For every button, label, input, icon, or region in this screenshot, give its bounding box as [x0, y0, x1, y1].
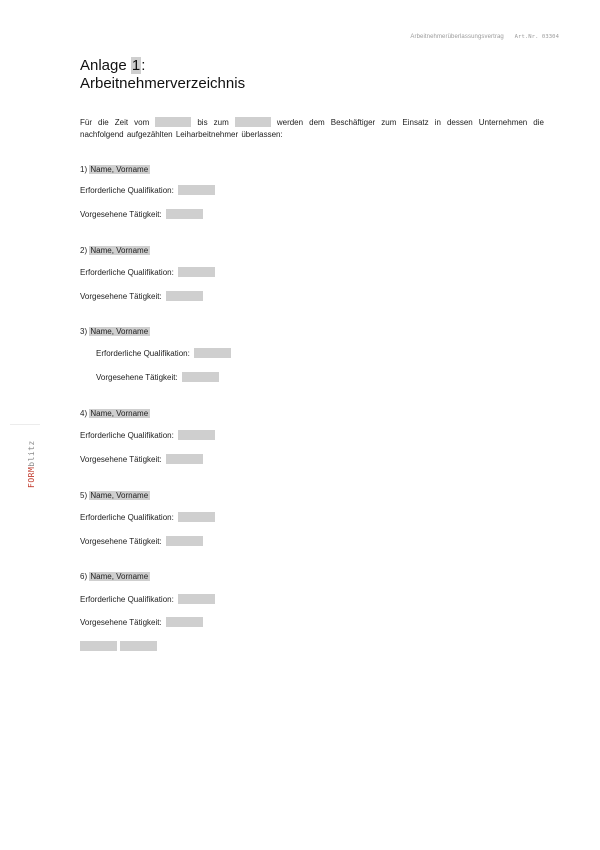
activity-row — [96, 372, 219, 384]
activity-field[interactable] — [166, 536, 203, 546]
header-art-nr: Art.Nr. 03304 — [514, 34, 559, 40]
qualification-field[interactable] — [178, 430, 215, 440]
employee-name-field[interactable]: Name, Vorname — [90, 572, 149, 581]
qualification-row — [80, 594, 215, 606]
employee-name-row — [80, 571, 150, 583]
activity-field[interactable] — [166, 291, 203, 301]
qualification-field[interactable] — [178, 267, 215, 277]
activity-row — [80, 209, 203, 221]
qualification-field[interactable] — [178, 512, 215, 522]
employee-name-field[interactable]: Name, Vorname — [90, 409, 149, 418]
qualification-field[interactable] — [194, 348, 231, 358]
activity-label: Vorgesehene Tätigkeit: — [80, 210, 162, 219]
logo-part-form: FORM — [27, 466, 36, 488]
employee-name-field[interactable]: Name, Vorname — [90, 327, 149, 336]
activity-label: Vorgesehene Tätigkeit: — [80, 618, 162, 627]
activity-row — [80, 454, 203, 466]
activity-row — [80, 291, 203, 303]
logo-part-blitz: blitz — [27, 440, 36, 467]
employee-name-row — [80, 326, 150, 338]
activity-row — [80, 617, 203, 629]
activity-field[interactable] — [166, 617, 203, 627]
qualification-field[interactable] — [178, 594, 215, 604]
qualification-label: Erforderliche Qualifikation: — [80, 186, 174, 195]
header-doc-title: Arbeitnehmerüberlassungsvertrag — [410, 34, 504, 40]
title-subtitle: Arbeitnehmerverzeichnis — [80, 75, 246, 92]
entry-number: 1) — [80, 165, 88, 174]
employee-name-row — [80, 245, 150, 257]
activity-label: Vorgesehene Tätigkeit: — [80, 455, 162, 464]
qualification-label: Erforderliche Qualifikation: — [80, 268, 174, 277]
employee-name-row — [80, 164, 150, 176]
intro-paragraph — [80, 117, 544, 141]
title-colon: : — [141, 57, 146, 74]
page-header — [410, 34, 559, 40]
activity-label: Vorgesehene Tätigkeit: — [80, 292, 162, 301]
entry-number: 6) — [80, 572, 88, 581]
brand-divider — [10, 424, 40, 425]
intro-text-end: werden dem Beschäftiger zum Einsatz in dessen Unternehmen die nachfolgend aufgezählten Leiharbeitnehmer überlassen: — [80, 118, 544, 139]
qualification-label: Erforderliche Qualifikation: — [80, 595, 174, 604]
qualification-field[interactable] — [178, 185, 215, 195]
intro-text-mid: bis zum — [197, 118, 229, 127]
activity-field[interactable] — [166, 209, 203, 219]
employee-name-field[interactable]: Name, Vorname — [90, 165, 149, 174]
employee-name-field[interactable]: Name, Vorname — [90, 246, 149, 255]
intro-text-start: Für die Zeit vom — [80, 118, 150, 127]
qualification-label: Erforderliche Qualifikation: — [80, 431, 174, 440]
title-anlage-number[interactable]: 1 — [131, 57, 141, 74]
qualification-row — [80, 430, 215, 442]
activity-label: Vorgesehene Tätigkeit: — [96, 373, 178, 382]
entry-number: 2) — [80, 246, 88, 255]
signature-field[interactable] — [120, 641, 157, 651]
date-to-field[interactable] — [235, 117, 271, 127]
qualification-label: Erforderliche Qualifikation: — [80, 513, 174, 522]
qualification-row — [80, 512, 215, 524]
entry-number: 5) — [80, 491, 88, 500]
activity-label: Vorgesehene Tätigkeit: — [80, 537, 162, 546]
title-anlage: Anlage — [80, 57, 127, 74]
entry-number: 4) — [80, 409, 88, 418]
qualification-label: Erforderliche Qualifikation: — [96, 349, 190, 358]
activity-field[interactable] — [166, 454, 203, 464]
activity-row — [80, 536, 203, 548]
qualification-row — [80, 267, 215, 279]
page-title — [80, 57, 245, 93]
date-from-field[interactable] — [155, 117, 191, 127]
qualification-row — [80, 185, 215, 197]
activity-field[interactable] — [182, 372, 219, 382]
employee-name-field[interactable]: Name, Vorname — [90, 491, 149, 500]
employee-name-row — [80, 490, 150, 502]
qualification-row — [96, 348, 231, 360]
entry-number: 3) — [80, 327, 88, 336]
employee-name-row — [80, 408, 150, 420]
place-date-field[interactable] — [80, 641, 117, 651]
formblitz-logo — [27, 440, 36, 488]
